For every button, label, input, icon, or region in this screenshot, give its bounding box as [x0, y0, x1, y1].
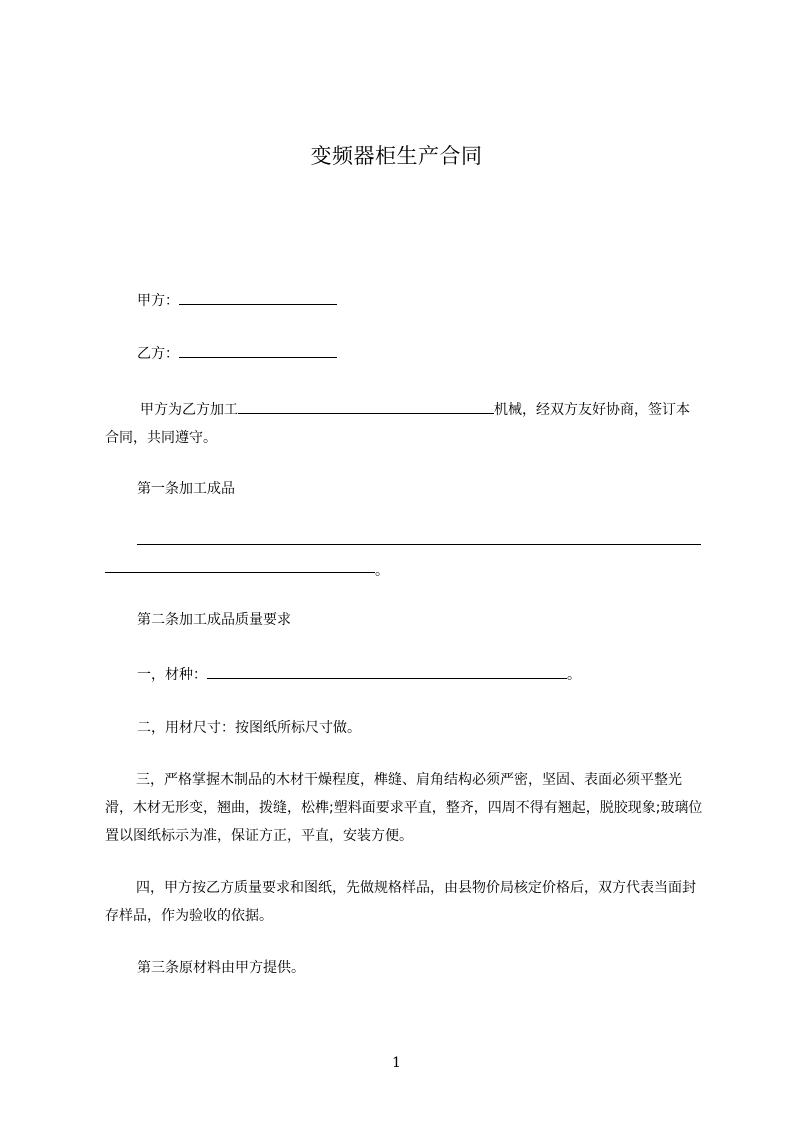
item-1-period: 。: [567, 667, 581, 683]
material-type-blank[interactable]: [207, 664, 567, 679]
intro-text-start: 甲方为乙方加工: [140, 402, 238, 418]
item-3-paragraph: 三，严格掌握木制品的木材干燥程度，榫缝、肩角结构必须严密，坚固、表面必须平整光滑，木材无形变，翘曲，拨缝，松榫;塑料面要求平直，整齐，四周不得有翘起，脱胶现象;玻璃位置以图纸标示为准，保证方正，平直，安装方便。: [105, 772, 703, 844]
party-b-label: 乙方：: [137, 346, 179, 362]
party-a-blank[interactable]: [179, 290, 337, 305]
item-4-paragraph: 四，甲方按乙方质量要求和图纸，先做规格样品，由县物价局核定价格后，双方代表当面封存样品，作为验收的依据。: [105, 880, 696, 924]
article-1-period: 。: [375, 563, 389, 579]
intro-text-end: 机械，经双方友好协商，签订本合同，共同遵守。: [105, 402, 690, 446]
contract-title: 变频器柜生产合同: [310, 144, 483, 168]
intro-paragraph: [105, 396, 703, 452]
party-b-blank[interactable]: [179, 343, 337, 358]
party-a-label: 甲方：: [137, 293, 179, 309]
article-1-blank-line-1[interactable]: [137, 530, 701, 545]
article-3-heading: 第三条原材料由甲方提供。: [137, 960, 305, 976]
item-2-text: 二，用材尺寸：按图纸所标尺寸做。: [137, 720, 361, 736]
page-number: 1: [392, 1055, 401, 1071]
item-1-line: [137, 661, 701, 689]
article-2-heading: 第二条加工成品质量要求: [137, 612, 291, 628]
article-1-blank-line-2[interactable]: [105, 558, 375, 573]
party-b-line: [137, 340, 733, 368]
party-a-line: [137, 287, 733, 315]
article-1-heading: 第一条加工成品: [137, 481, 235, 497]
processing-item-blank[interactable]: [238, 399, 494, 414]
item-1-label: 一，材种：: [137, 667, 207, 683]
